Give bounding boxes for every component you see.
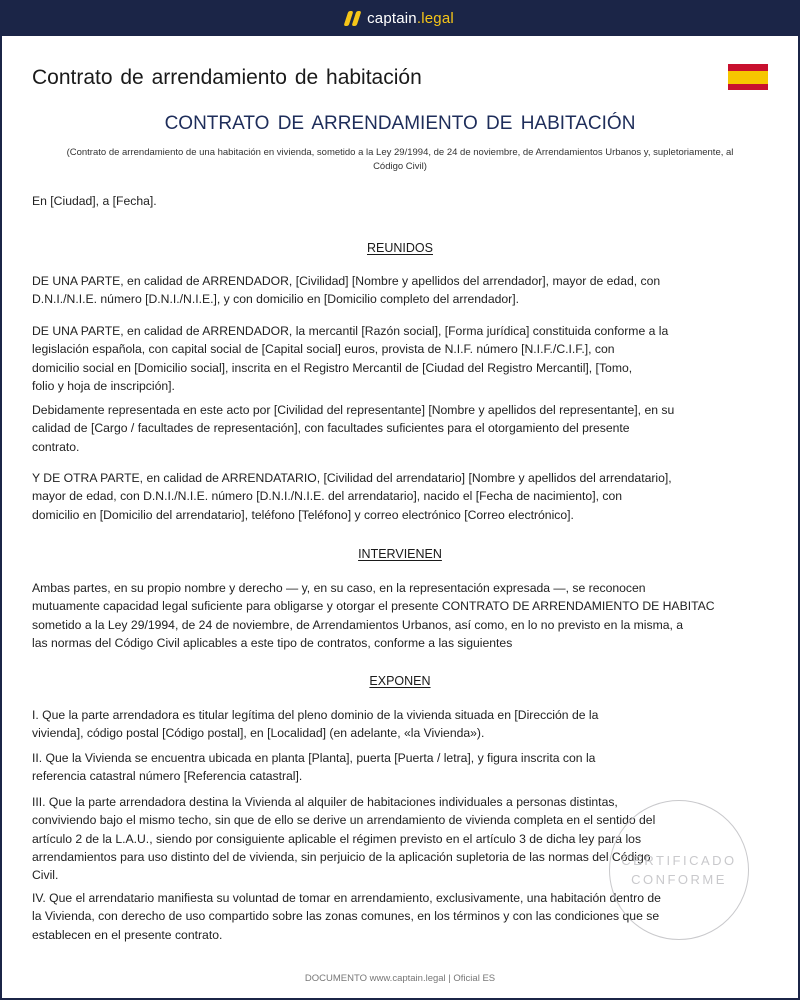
page-footer: DOCUMENTO www.captain.legal | Oficial ES xyxy=(304,973,496,984)
paragraph-line: las normas del Código Civil aplicables a este tipo de contratos, conforme a las siguientes xyxy=(32,635,513,650)
exponen-item-2 xyxy=(32,749,754,786)
paragraph-line: III. Que la parte arrendadora destina la Vivienda al alquiler de habitaciones individuales a personas distintas, xyxy=(32,795,618,809)
paragraph-line: referencia catastral número [Referencia catastral]. xyxy=(32,769,303,784)
paragraph-line: domicilio social en [Domicilio social], inscrita en el Registro Mercantil de [Ciudad del Registro Mercantil], [Tomo, xyxy=(32,360,633,375)
brand-name-text: captain xyxy=(367,9,417,27)
spain-flag-icon[interactable] xyxy=(728,64,768,90)
section-heading-reunidos: REUNIDOS xyxy=(367,241,433,255)
subheading-line: Código Civil) xyxy=(373,161,427,172)
section-heading-intervienen: INTERVIENEN xyxy=(358,547,442,561)
paragraph-line: la Vivienda, con derecho de uso compartido sobre las zonas comunes, en los términos y con las condiciones que se xyxy=(32,909,660,924)
brand-name[interactable] xyxy=(367,10,454,27)
paragraph-line: contrato. xyxy=(32,439,80,454)
certified-stamp xyxy=(609,800,749,940)
paragraph-line: D.N.I./N.I.E. número [D.N.I./N.I.E.], y con domicilio en [Domicilio completo del arrendador]. xyxy=(32,292,520,307)
top-bar xyxy=(0,0,800,36)
paragraph-line: establecen en el presente contrato. xyxy=(32,927,223,942)
exponen-item-1 xyxy=(32,706,754,743)
section-heading-exponen: EXPONEN xyxy=(369,674,431,688)
paragraph-line: arrendamientos para uso distinto del de vivienda, sin perjuicio de la aplicación supletoria de las normas del Código xyxy=(32,849,651,864)
contract-heading: CONTRATO DE ARRENDAMIENTO DE HABITACIÓN xyxy=(164,113,636,134)
paragraph-line: mutuamente capacidad legal suficiente para obligarse y otorgar el presente CONTRATO DE ARRENDAMIENTO DE HABITAC xyxy=(32,599,715,614)
paragraph-line: DE UNA PARTE, en calidad de ARRENDADOR, [Civilidad] [Nombre y apellidos del arrendador], mayor de edad, con xyxy=(32,274,661,288)
paragraph-line: Debidamente representada en este acto por [Civilidad del representante] [Nombre y apellidos del representante], en su xyxy=(32,403,675,417)
stamp-line: CERTIFICADO xyxy=(621,853,737,868)
paragraph-line: DE UNA PARTE, en calidad de ARRENDADOR, la mercantil [Razón social], [Forma jurídica] constituida conforme a la xyxy=(32,324,669,338)
document-page xyxy=(2,36,798,998)
paragraph-line: I. Que la parte arrendadora es titular legítima del pleno dominio de la vivienda situada en [Dirección de la xyxy=(32,708,599,722)
paragraph-arrendatario xyxy=(32,469,754,524)
paragraph-line: Civil. xyxy=(32,868,59,883)
stamp-line: CONFORME xyxy=(631,872,727,887)
paragraph-intervienen xyxy=(32,579,768,652)
brand-tld-text: .legal xyxy=(416,9,454,27)
paragraph-line: domicilio en [Domicilio del arrendatario], teléfono [Teléfono] y correo electrónico [Correo electrónico]. xyxy=(32,507,574,522)
captain-legal-logo-icon xyxy=(346,10,359,26)
page-title: Contrato de arrendamiento de habitación xyxy=(32,66,422,89)
paragraph-line: conviviendo bajo el mismo techo, sin que de ello se derive un arrendamiento de vivienda completa en el sentido del xyxy=(32,813,656,828)
paragraph-line: Y DE OTRA PARTE, en calidad de ARRENDATARIO, [Civilidad del arrendatario] [Nombre y apellidos del arrendatario], xyxy=(32,471,672,485)
paragraph-line: folio y hoja de inscripción]. xyxy=(32,378,175,393)
paragraph-line: Ambas partes, en su propio nombre y derecho — y, en su caso, en la representación expresada —, se reconocen xyxy=(32,581,646,595)
paragraph-representante xyxy=(32,401,754,456)
paragraph-line: II. Que la Vivienda se encuentra ubicada en planta [Planta], puerta [Puerta / letra], y figura inscrita con la xyxy=(32,751,596,765)
paragraph-line: artículo 2 de la L.A.U., siendo por consiguiente aplicable el régimen previsto en el artículo 3 de dicha ley para los xyxy=(32,831,642,846)
paragraph-line: calidad de [Cargo / facultades de representación], con facultades suficientes para el otorgamiento del presente xyxy=(32,421,630,436)
paragraph-arrendador-mercantil xyxy=(32,322,754,395)
paragraph-arrendador-persona xyxy=(32,272,754,309)
paragraph-line: IV. Que el arrendatario manifiesta su voluntad de tomar en arrendamiento, exclusivamente, una habitación dentro de xyxy=(32,891,661,905)
subheading-line: (Contrato de arrendamiento de una habitación en vivienda, sometido a la Ley 29/1994, de 24 de noviembre, de Arrendamientos Urbanos y, supletoriamente, al xyxy=(66,147,734,158)
paragraph-line: mayor de edad, con D.N.I./N.I.E. número [D.N.I./N.I.E. del arrendatario], nacido el [Fecha de nacimiento], con xyxy=(32,489,623,504)
paragraph-line: sometido a la Ley 29/1994, de 24 de noviembre, de Arrendamientos Urbanos, así como, en lo no previsto en la misma, a xyxy=(32,617,684,632)
paragraph-line: vivienda], código postal [Código postal], en [Localidad] (en adelante, «la Vivienda»). xyxy=(32,726,485,741)
place-date: En [Ciudad], a [Fecha]. xyxy=(32,194,157,208)
paragraph-line: legislación española, con capital social de [Capital social] euros, provista de N.I.F. número [N.I.F./C.I.F.], con xyxy=(32,342,615,357)
contract-subheading xyxy=(32,146,768,174)
